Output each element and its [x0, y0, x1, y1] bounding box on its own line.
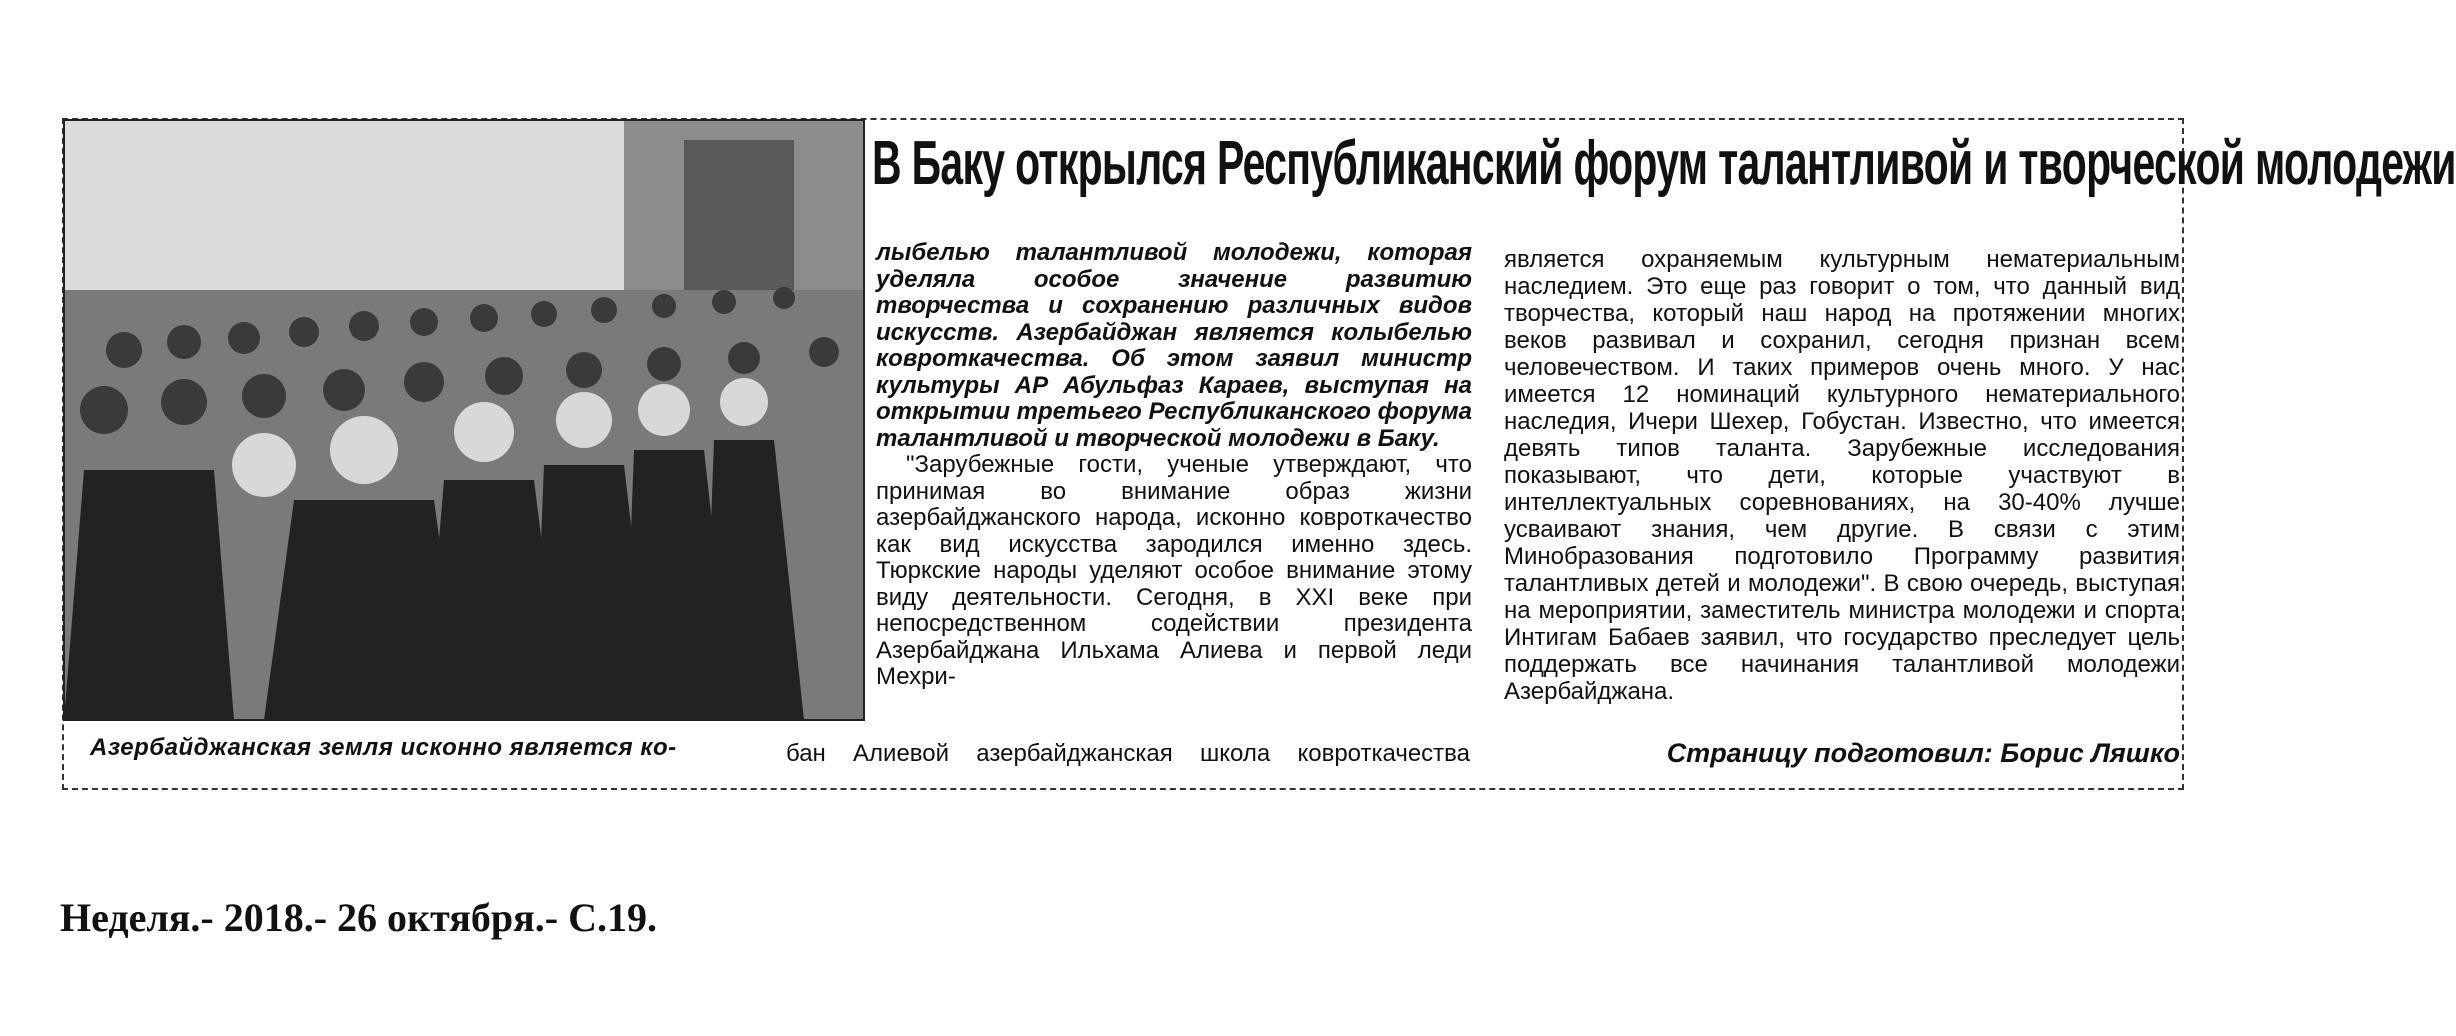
source-citation: Неделя.- 2018.- 26 октября.- С.19. [60, 895, 657, 940]
lead-paragraph: лыбелью талантливой молодежи, которая уделяла особое значение развитию творчества и сохранению различных видов искусств. Азербайджан является колыбелью ковроткачества. Об этом заявил министр культуры АР Абульфаз Караев, выступая на открытии третьего Республиканского форума талантливой и творческой молодежи в Баку. [876, 239, 1472, 452]
column-2-last-line: бан Алиевой азербайджанская школа ковроткачества [786, 740, 1470, 767]
body-paragraph: "Зарубежные гости, ученые утверждают, что принимая во внимание образ жизни азербайджанского народа, исконно ковроткачество как вид искусства зародился именно здесь. Тюркские народы уделяют особое внимание этому виду деятельности. Сегодня, в XXI веке при непосредственном содействии президента Азербайджана Ильхама Алиева и первой леди Мехри- [876, 451, 1472, 690]
headline: В Баку открылся Республиканский форум талантливой и творческой молодежи [872, 129, 2456, 198]
article-column-2 [876, 240, 1472, 691]
article-column-3 [1504, 246, 2180, 705]
photo-caption: Азербайджанская земля исконно является ко- [90, 734, 677, 761]
page-credit: Страницу подготовил: Борис Ляшко [1666, 738, 2180, 768]
body-paragraph-continued: является охраняемым культурным нематериальным наследием. Это еще раз говорит о том, что данный вид творчества, который наш народ на протяжении многих веков развивал и сохранил, сегодня признан всем человечеством. И таких примеров очень много. У нас имеется 12 номинаций культурного нематериального наследия, Ичери Шехер, Гобустан. Известно, что имеется девять типов таланта. Зарубежные исследования показывают, что дети, которые участвуют в интеллектуальных соревнованиях, на 30-40% лучше усваивают знания, чем другие. В связи с этим Минобразования подготовило Программу развития талантливых детей и молодежи". В свою очередь, выступая на мероприятии, заместитель министра молодежи и спорта Интигам Бабаев заявил, что государство преследует цель поддержать все начинания талантливой молодежи Азербайджана. [1504, 246, 2180, 705]
audience-photo [64, 120, 864, 720]
